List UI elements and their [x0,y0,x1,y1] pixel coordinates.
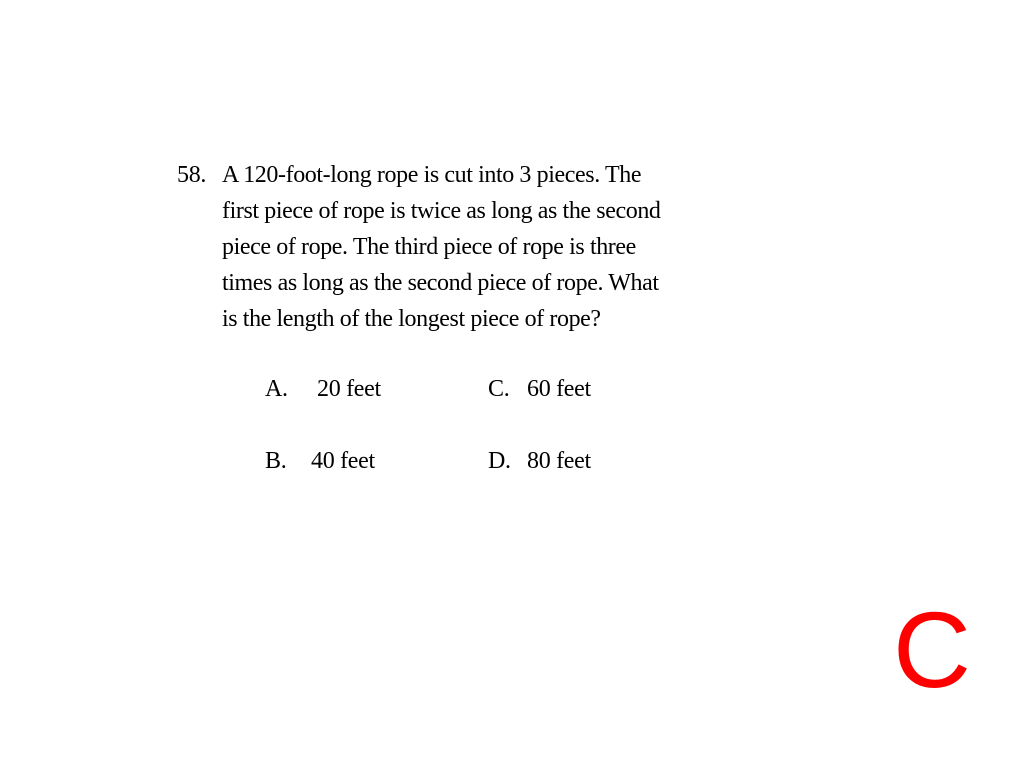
choice-b [265,443,375,479]
question-text [222,157,782,337]
question-line: A 120-foot-long rope is cut into 3 pieces. The [222,162,642,188]
choice-c-text: 60 feet [527,376,591,402]
choice-b-letter: B. [265,448,287,474]
question-line: is the length of the longest piece of rope? [222,306,601,332]
choice-d [488,443,591,479]
choice-b-text: 40 feet [311,448,375,474]
question-line: times as long as the second piece of rope. What [222,270,659,296]
choice-d-text: 80 feet [527,448,591,474]
choice-a-letter: A. [265,376,288,402]
choice-d-letter: D. [488,448,511,474]
choice-c [488,371,591,407]
choice-c-letter: C. [488,376,510,402]
answer-mark: C [893,589,971,710]
choice-a-text: 20 feet [317,376,381,402]
choice-a [265,371,381,407]
question-line: piece of rope. The third piece of rope is three [222,234,636,260]
question-line: first piece of rope is twice as long as the second [222,198,661,224]
question-number: 58. [177,162,207,188]
